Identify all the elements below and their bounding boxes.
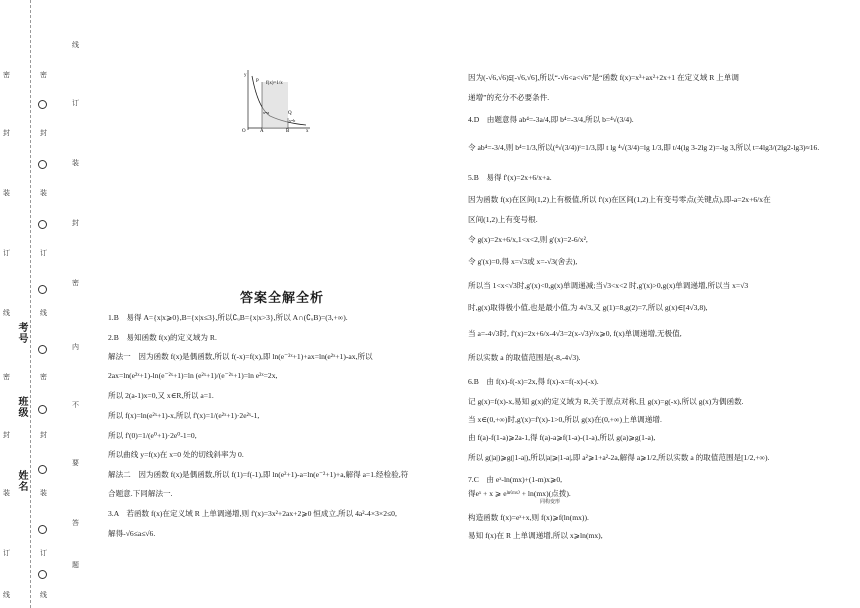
right-text-line: 当 a=-4√3时, f'(x)=2x+6/x-4√3=2(x-√3)²/x⩾0, f(x)单调递增,无极值, bbox=[468, 329, 682, 338]
margin-char: 不 bbox=[72, 401, 79, 409]
margin-char: 密 bbox=[3, 373, 10, 381]
left-text-line: 2ax=ln(e²ˣ+1)-ln(e⁻²ˣ+1)=ln (e²ˣ+1)/(e⁻²ˣ+1)=ln e²ˣ=2x, bbox=[108, 370, 278, 380]
right-text-line: 时,g(x)取得极小值,也是最小值,为 4√3,又 g(1)=8,g(2)=7,所以 g(x)∈[4√3,8), bbox=[468, 303, 708, 312]
margin-char: 订 bbox=[3, 549, 10, 557]
margin-char: 装 bbox=[72, 159, 79, 167]
margin-char: 订 bbox=[3, 249, 10, 257]
left-text-line: 所以 2(a-1)x=0,又 x∈R,所以 a=1. bbox=[108, 391, 214, 401]
right-text-line: 同构变形 bbox=[540, 500, 561, 505]
point-a: A bbox=[260, 129, 264, 132]
y-axis-label: y bbox=[244, 73, 247, 78]
margin-char: 装 bbox=[40, 189, 47, 197]
binding-hole bbox=[38, 220, 47, 229]
right-text-line: 令 ab⁴=-3/4,则 b⁴=1/3,所以(⁴√(3/4))ᵗ=1/3,即 t lg ⁴√(3/4)=lg 1/3,即 t/4(lg 3-2lg 2)=-lg 3,所以 t=4lg3/(2lg2-lg3)≈16. bbox=[468, 143, 820, 152]
right-text-line: 得eˣ + x ⩾ eˡⁿ⁽ᵐˣ⁾ + ln(mx)(点拨). bbox=[468, 489, 571, 498]
func-label: f(x)=1/x bbox=[266, 81, 283, 86]
left-text-line: 解得-√6≤a≤√6. bbox=[108, 528, 156, 538]
right-text-line: 令 g(x)=2x+6/x,1<x<2,则 g'(x)=2-6/x², bbox=[468, 235, 588, 244]
right-text-line: 构造函数 f(x)=eˣ+x,则 f(x)⩾f(ln(mx)). bbox=[468, 513, 589, 522]
class-label: 班级 bbox=[16, 396, 27, 418]
binding-margin bbox=[0, 0, 79, 608]
margin-char: 封 bbox=[3, 431, 10, 439]
margin-char: 订 bbox=[40, 549, 47, 557]
left-text-line: 所以 f'(0)=1/(e⁰+1)·2e⁰-1=0, bbox=[108, 430, 197, 440]
right-text-line: 所以 g(|a|)⩾g(|1-a|),所以|a|⩾|1-a|,即 a²⩾1+a²-2a,解得 a⩾1/2,所以实数 a 的取值范围是[1/2,+∞). bbox=[468, 453, 770, 462]
right-text-line: 令 g'(x)=0,得 x=√3或 x=-√3(舍去), bbox=[468, 257, 578, 266]
margin-char: 要 bbox=[72, 459, 79, 467]
right-text-line: 4.D 由题意得 ab⁴=-3a/4,即 b⁴=-3/4,所以 b=⁴√(3/4). bbox=[468, 115, 634, 124]
right-text-line: 7.C 由 eˣ-ln(mx)+(1-m)x⩾0, bbox=[468, 475, 563, 484]
margin-char: 封 bbox=[40, 129, 47, 137]
binding-hole bbox=[38, 160, 47, 169]
left-text-line: 所以曲线 y=f(x)在 x=0 处的切线斜率为 0. bbox=[108, 450, 244, 460]
margin-char: 线 bbox=[40, 309, 47, 317]
margin-char: 答 bbox=[72, 519, 79, 527]
right-text-line: 因为(-√6,√6)⫋[-√6,√6],所以“-√6<a<√6”是“函数 f(x)=x³+ax²+2x+1 在定义域 R 上单调 bbox=[468, 73, 739, 82]
function-graph bbox=[240, 68, 312, 132]
margin-char: 线 bbox=[3, 591, 10, 599]
right-text-line: 当 x∈(0,+∞)时,g'(x)=f'(x)-1>0,所以 g(x)在(0,+∞)上单调递增. bbox=[468, 415, 662, 424]
binding-hole bbox=[38, 405, 47, 414]
margin-char: 内 bbox=[72, 343, 79, 351]
right-text-line: 所以当 1<x<√3时,g'(x)<0,g(x)单调递减;当√3<x<2 时,g'(x)>0,g(x)单调递增,所以当 x=√3 bbox=[468, 281, 749, 290]
x-eq-b: x=b bbox=[289, 118, 296, 123]
margin-char: 订 bbox=[40, 249, 47, 257]
binding-hole bbox=[38, 345, 47, 354]
margin-char: 订 bbox=[72, 99, 79, 107]
binding-hole bbox=[38, 525, 47, 534]
margin-char: 密 bbox=[40, 373, 47, 381]
margin-char: 密 bbox=[72, 279, 79, 287]
margin-char: 线 bbox=[40, 591, 47, 599]
margin-char: 封 bbox=[3, 129, 10, 137]
origin: O bbox=[242, 129, 246, 132]
x-eq-a: x=a bbox=[263, 110, 270, 115]
margin-char: 封 bbox=[40, 431, 47, 439]
margin-char: 线 bbox=[72, 41, 79, 49]
margin-char: 线 bbox=[3, 309, 10, 317]
right-text-line: 因为函数 f(x)在区间(1,2)上有极值,所以 f'(x)在区间(1,2)上有变号零点(关键点),即-a=2x+6/x在 bbox=[468, 195, 771, 204]
margin-char: 封 bbox=[72, 219, 79, 227]
left-text-line: 1.B 易得 A={x|x⩾0},B={x|x≤3},所以∁ᵤB={x|x>3},所以 A∩(∁ᵤB)=(3,+∞). bbox=[108, 313, 348, 322]
point-q: Q bbox=[288, 111, 292, 116]
right-text-line: 记 g(x)=f(x)-x,易知 g(x)的定义域为 R,关于原点对称,且 g(x)=g(-x),所以 g(x)为偶函数. bbox=[468, 397, 744, 406]
binding-hole bbox=[38, 285, 47, 294]
left-text-line: 所以 f(x)=ln(e²ˣ+1)-x,所以 f'(x)=1/(e²ˣ+1)·2e²ˣ-1, bbox=[108, 411, 260, 420]
point-b: B bbox=[286, 129, 290, 132]
left-text-line: 解法一 因为函数 f(x)是偶函数,所以 f(-x)=f(x),即 ln(e⁻²ˣ+1)+ax=ln(e²ˣ+1)-ax,所以 bbox=[108, 352, 373, 362]
margin-char: 题 bbox=[72, 561, 79, 569]
right-text-line: 区间(1,2)上有变号根. bbox=[468, 215, 538, 224]
margin-char: 装 bbox=[3, 489, 10, 497]
margin-char: 密 bbox=[3, 71, 10, 79]
x-axis-label: x bbox=[306, 129, 309, 132]
page-title: 答案全解全析 bbox=[240, 291, 325, 306]
right-text-line: 由 f(a)-f(1-a)⩾2a-1,得 f(a)-a⩾f(1-a)-(1-a),所以 g(a)⩾g(1-a), bbox=[468, 433, 656, 442]
cut-line bbox=[30, 0, 31, 608]
binding-hole bbox=[38, 465, 47, 474]
right-text-line: 易知 f(x)在 R 上单调递增,所以 x⩾ln(mx), bbox=[468, 531, 603, 540]
right-text-line: 6.B 由 f(x)-f(-x)=2x,得 f(x)-x=f(-x)-(-x). bbox=[468, 377, 599, 386]
left-text-line: 2.B 易知函数 f(x)的定义域为 R. bbox=[108, 332, 217, 342]
right-text-line: 递增”的充分不必要条件. bbox=[468, 93, 550, 102]
id-label: 考号 bbox=[16, 322, 27, 344]
margin-char: 密 bbox=[40, 71, 47, 79]
left-text-line: 解法二 因为函数 f(x)是偶函数,所以 f(1)=f(-1),即 ln(e²+1)-a=ln(e⁻²+1)+a,解得 a=1.经检验,符 bbox=[108, 469, 409, 479]
right-text-line: 5.B 易得 f'(x)=2x+6/x+a. bbox=[468, 173, 552, 182]
point-p: P bbox=[256, 79, 259, 84]
margin-char: 装 bbox=[40, 489, 47, 497]
binding-hole bbox=[38, 100, 47, 109]
margin-char: 装 bbox=[3, 189, 10, 197]
name-label: 姓名 bbox=[16, 470, 27, 492]
binding-hole bbox=[38, 570, 47, 579]
left-text-line: 合题意.下同解法一. bbox=[108, 489, 173, 499]
right-text-line: 所以实数 a 的取值范围是(-8,-4√3). bbox=[468, 353, 581, 362]
left-text-line: 3.A 若函数 f(x)在定义域 R 上单调递增,则 f'(x)=3x²+2ax+2⩾0 恒成立,所以 4a²-4×3×2≤0, bbox=[108, 509, 397, 518]
